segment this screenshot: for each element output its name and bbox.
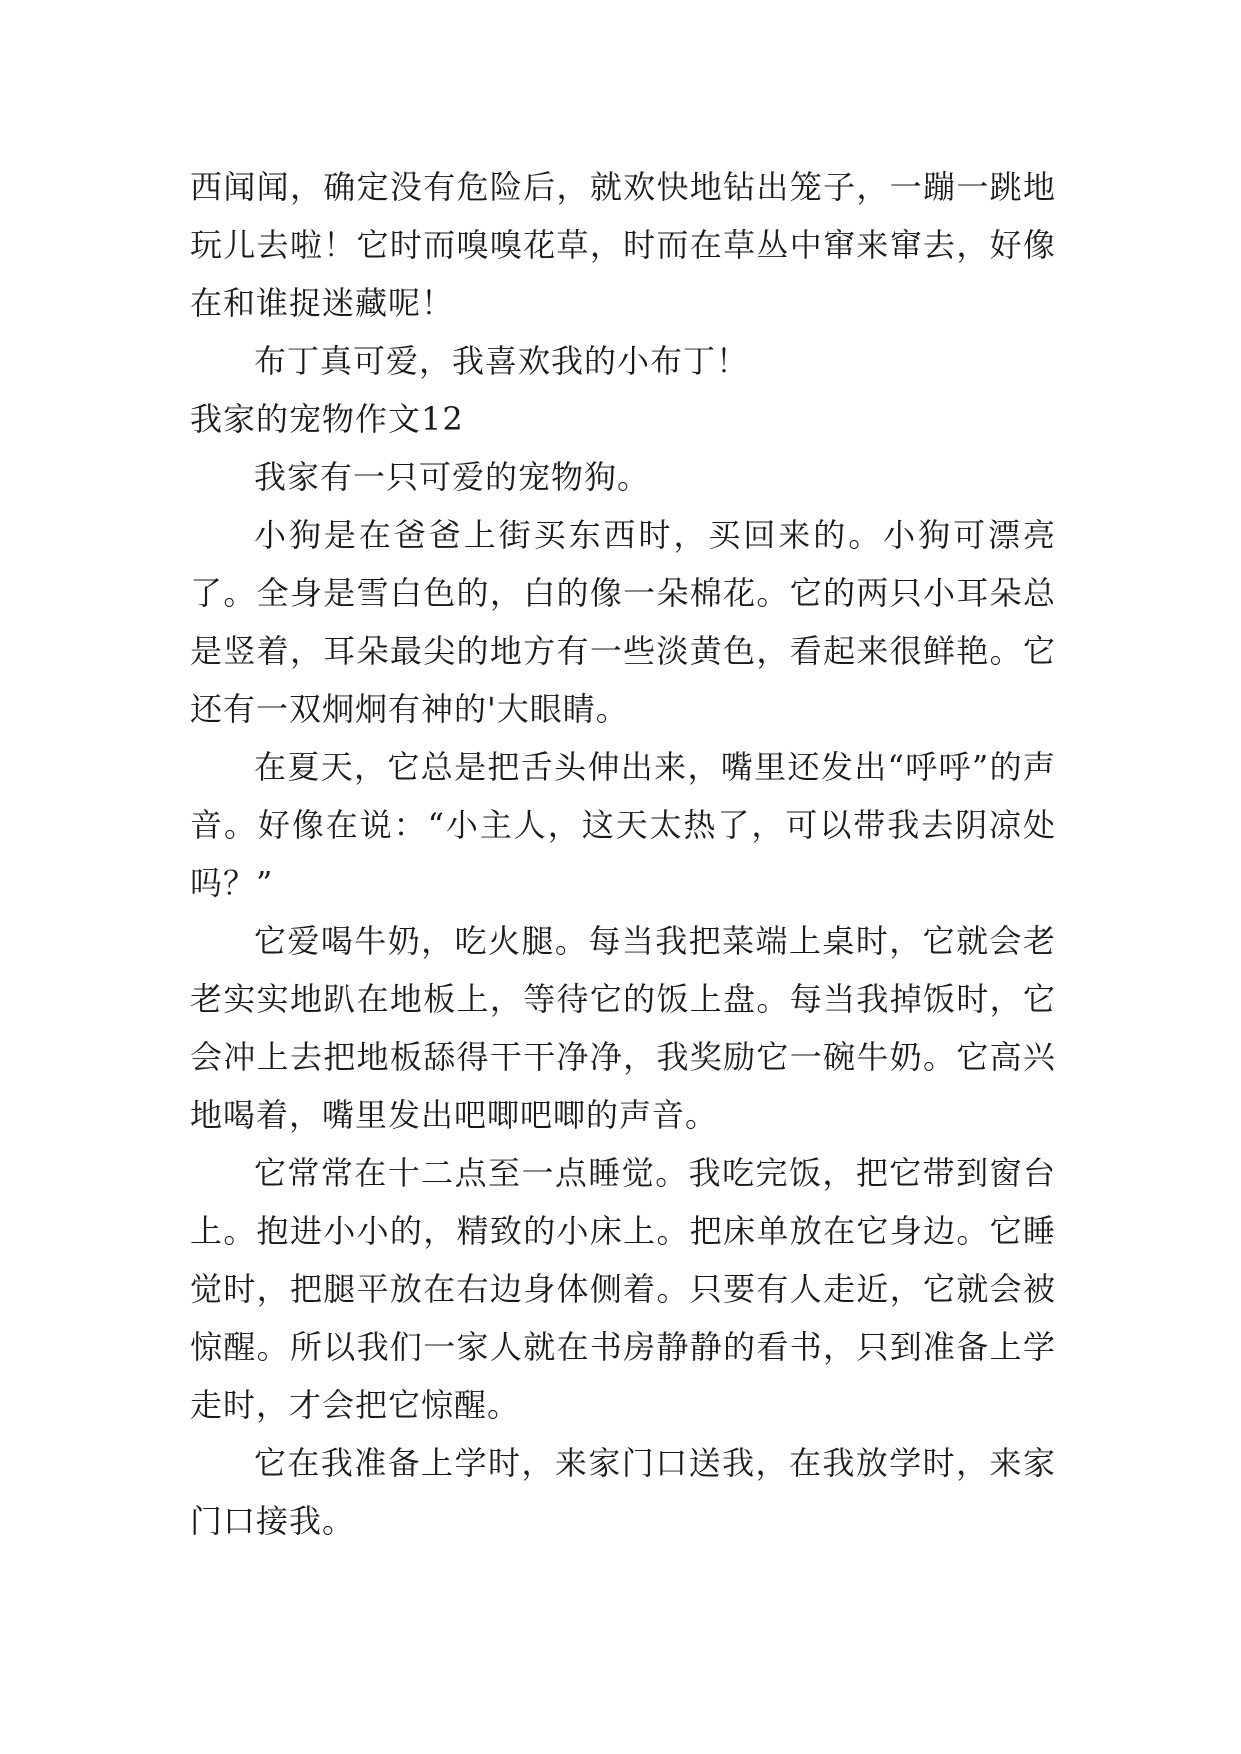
essay-heading: 我家的宠物作文12 [190,400,464,438]
paragraph: 我家有一只可爱的宠物狗。 [254,458,651,496]
paragraph: 它在我准备上学时，来家门口送我，在我放学时，来家门口接我。 [190,1444,1056,1540]
document-body [190,158,1056,1550]
paragraph: 它常常在十二点至一点睡觉。我吃完饭，把它带到窗台上。抱进小小的，精致的小床上。把床单放在它身边。它睡觉时，把腿平放在右边身体侧着。只要有人走近，它就会被惊醒。所以我们一家人就在书房静静的看书，只到准备上学走时，才会把它惊醒。 [190,1154,1056,1424]
paragraph: 小狗是在爸爸上街买东西时，买回来的。小狗可漂亮了。全身是雪白色的，白的像一朵棉花。它的两只小耳朵总是竖着，耳朵最尖的地方有一些淡黄色，看起来很鲜艳。它还有一双炯炯有神的'大眼睛。 [190,516,1056,728]
paragraph: 布丁真可爱，我喜欢我的小布丁！ [254,342,750,380]
paragraph-continued: 西闻闻，确定没有危险后，就欢快地钻出笼子，一蹦一跳地玩儿去啦！它时而嗅嗅花草，时而在草丛中窜来窜去，好像在和谁捉迷藏呢！ [190,168,1056,322]
paragraph: 它爱喝牛奶，吃火腿。每当我把菜端上桌时，它就会老老实实地趴在地板上，等待它的饭上盘。每当我掉饭时，它会冲上去把地板舔得干干净净，我奖励它一碗牛奶。它高兴地喝着，嘴里发出吧唧吧唧的声音。 [190,922,1056,1134]
paragraph: 在夏天，它总是把舌头伸出来，嘴里还发出“呼呼”的声音。好像在说：“小主人，这天太热了，可以带我去阴凉处吗？” [190,748,1056,902]
